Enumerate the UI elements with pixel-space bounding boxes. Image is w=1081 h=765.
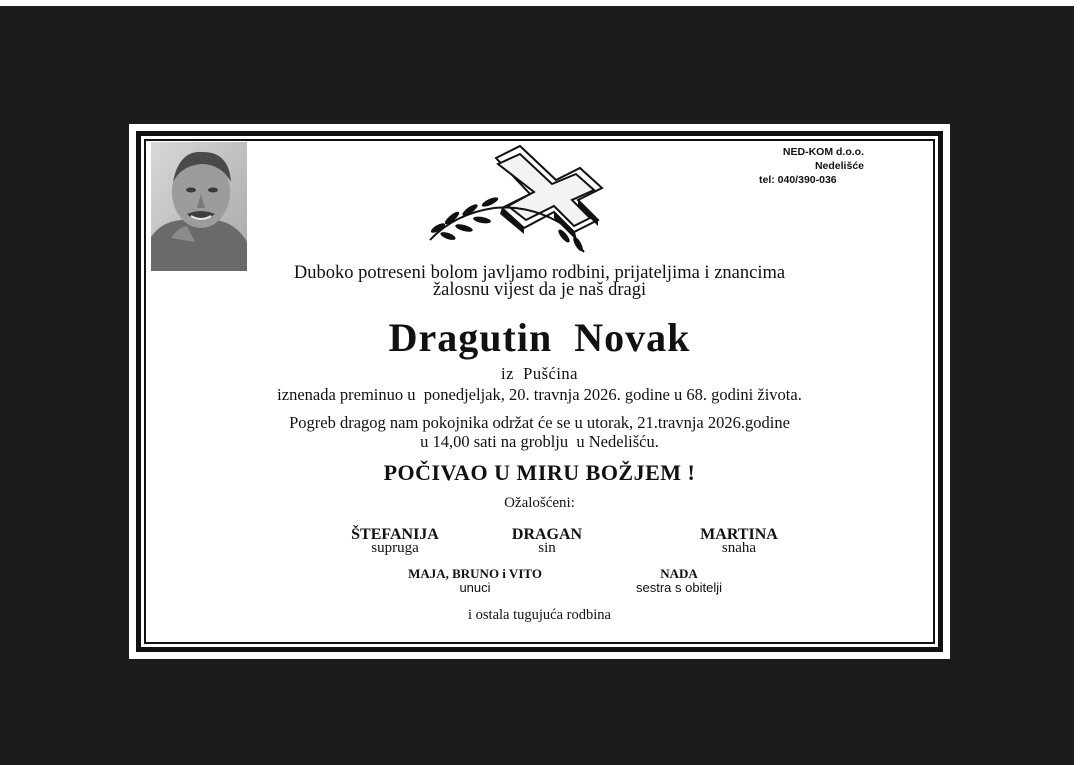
mourner-entry: [599, 567, 759, 594]
company-city: Nedelišće: [814, 160, 864, 172]
funeral-line-2: u 14,00 sati na groblju u Nedelišću.: [420, 432, 659, 451]
origin-text: iz Pušćina: [501, 364, 578, 383]
intro-text: [129, 265, 950, 299]
mourner-relation: sin: [538, 540, 556, 556]
funeral-line-1: Pogreb dragog nam pokojnika održat će se u utorak, 21.travnja 2026.godine: [289, 413, 790, 432]
mourner-relation: snaha: [721, 540, 757, 556]
obituary-notice: [129, 124, 950, 659]
other-relatives: i ostala tugujuća rodbina: [468, 607, 611, 623]
mourner-relation: unuci: [459, 580, 491, 595]
death-announcement: iznenada preminuo u ponedjeljak, 20. travnja 2026. godine u 68. godini života.: [277, 385, 802, 404]
mourner-name: DRAGAN: [511, 526, 583, 543]
mourner-name: ŠTEFANIJA: [351, 526, 439, 543]
intro-line-1: Duboko potreseni bolom javljamo rodbini, prijateljima i znancima: [293, 263, 786, 283]
funeral-info: [129, 413, 950, 451]
deceased-name: Dragutin Novak: [388, 315, 691, 360]
mourner-relation: sestra s obitelji: [636, 580, 722, 595]
mourner-entry: [467, 527, 627, 555]
portrait-photo: [151, 142, 247, 271]
mourner-name: NADA: [660, 566, 698, 581]
company-info: [754, 145, 864, 187]
mourner-name: MAJA, BRUNO i VITO: [408, 566, 542, 581]
mourner-name: MARTINA: [700, 526, 778, 543]
rest-in-peace: POČIVAO U MIRU BOŽJEM !: [383, 460, 696, 485]
company-phone: tel: 040/390-036: [759, 174, 837, 186]
mourner-entry: [375, 567, 575, 594]
mourners-label: Ožalošćeni:: [504, 495, 575, 511]
cross-with-olive-branch-icon: [424, 144, 624, 254]
mourner-entry: [315, 527, 475, 555]
intro-line-2: žalosnu vijest da je naš dragi: [432, 280, 647, 300]
mourner-entry: [659, 527, 819, 555]
mourner-relation: supruga: [371, 540, 419, 556]
company-name: NED-KOM d.o.o.: [782, 146, 864, 158]
